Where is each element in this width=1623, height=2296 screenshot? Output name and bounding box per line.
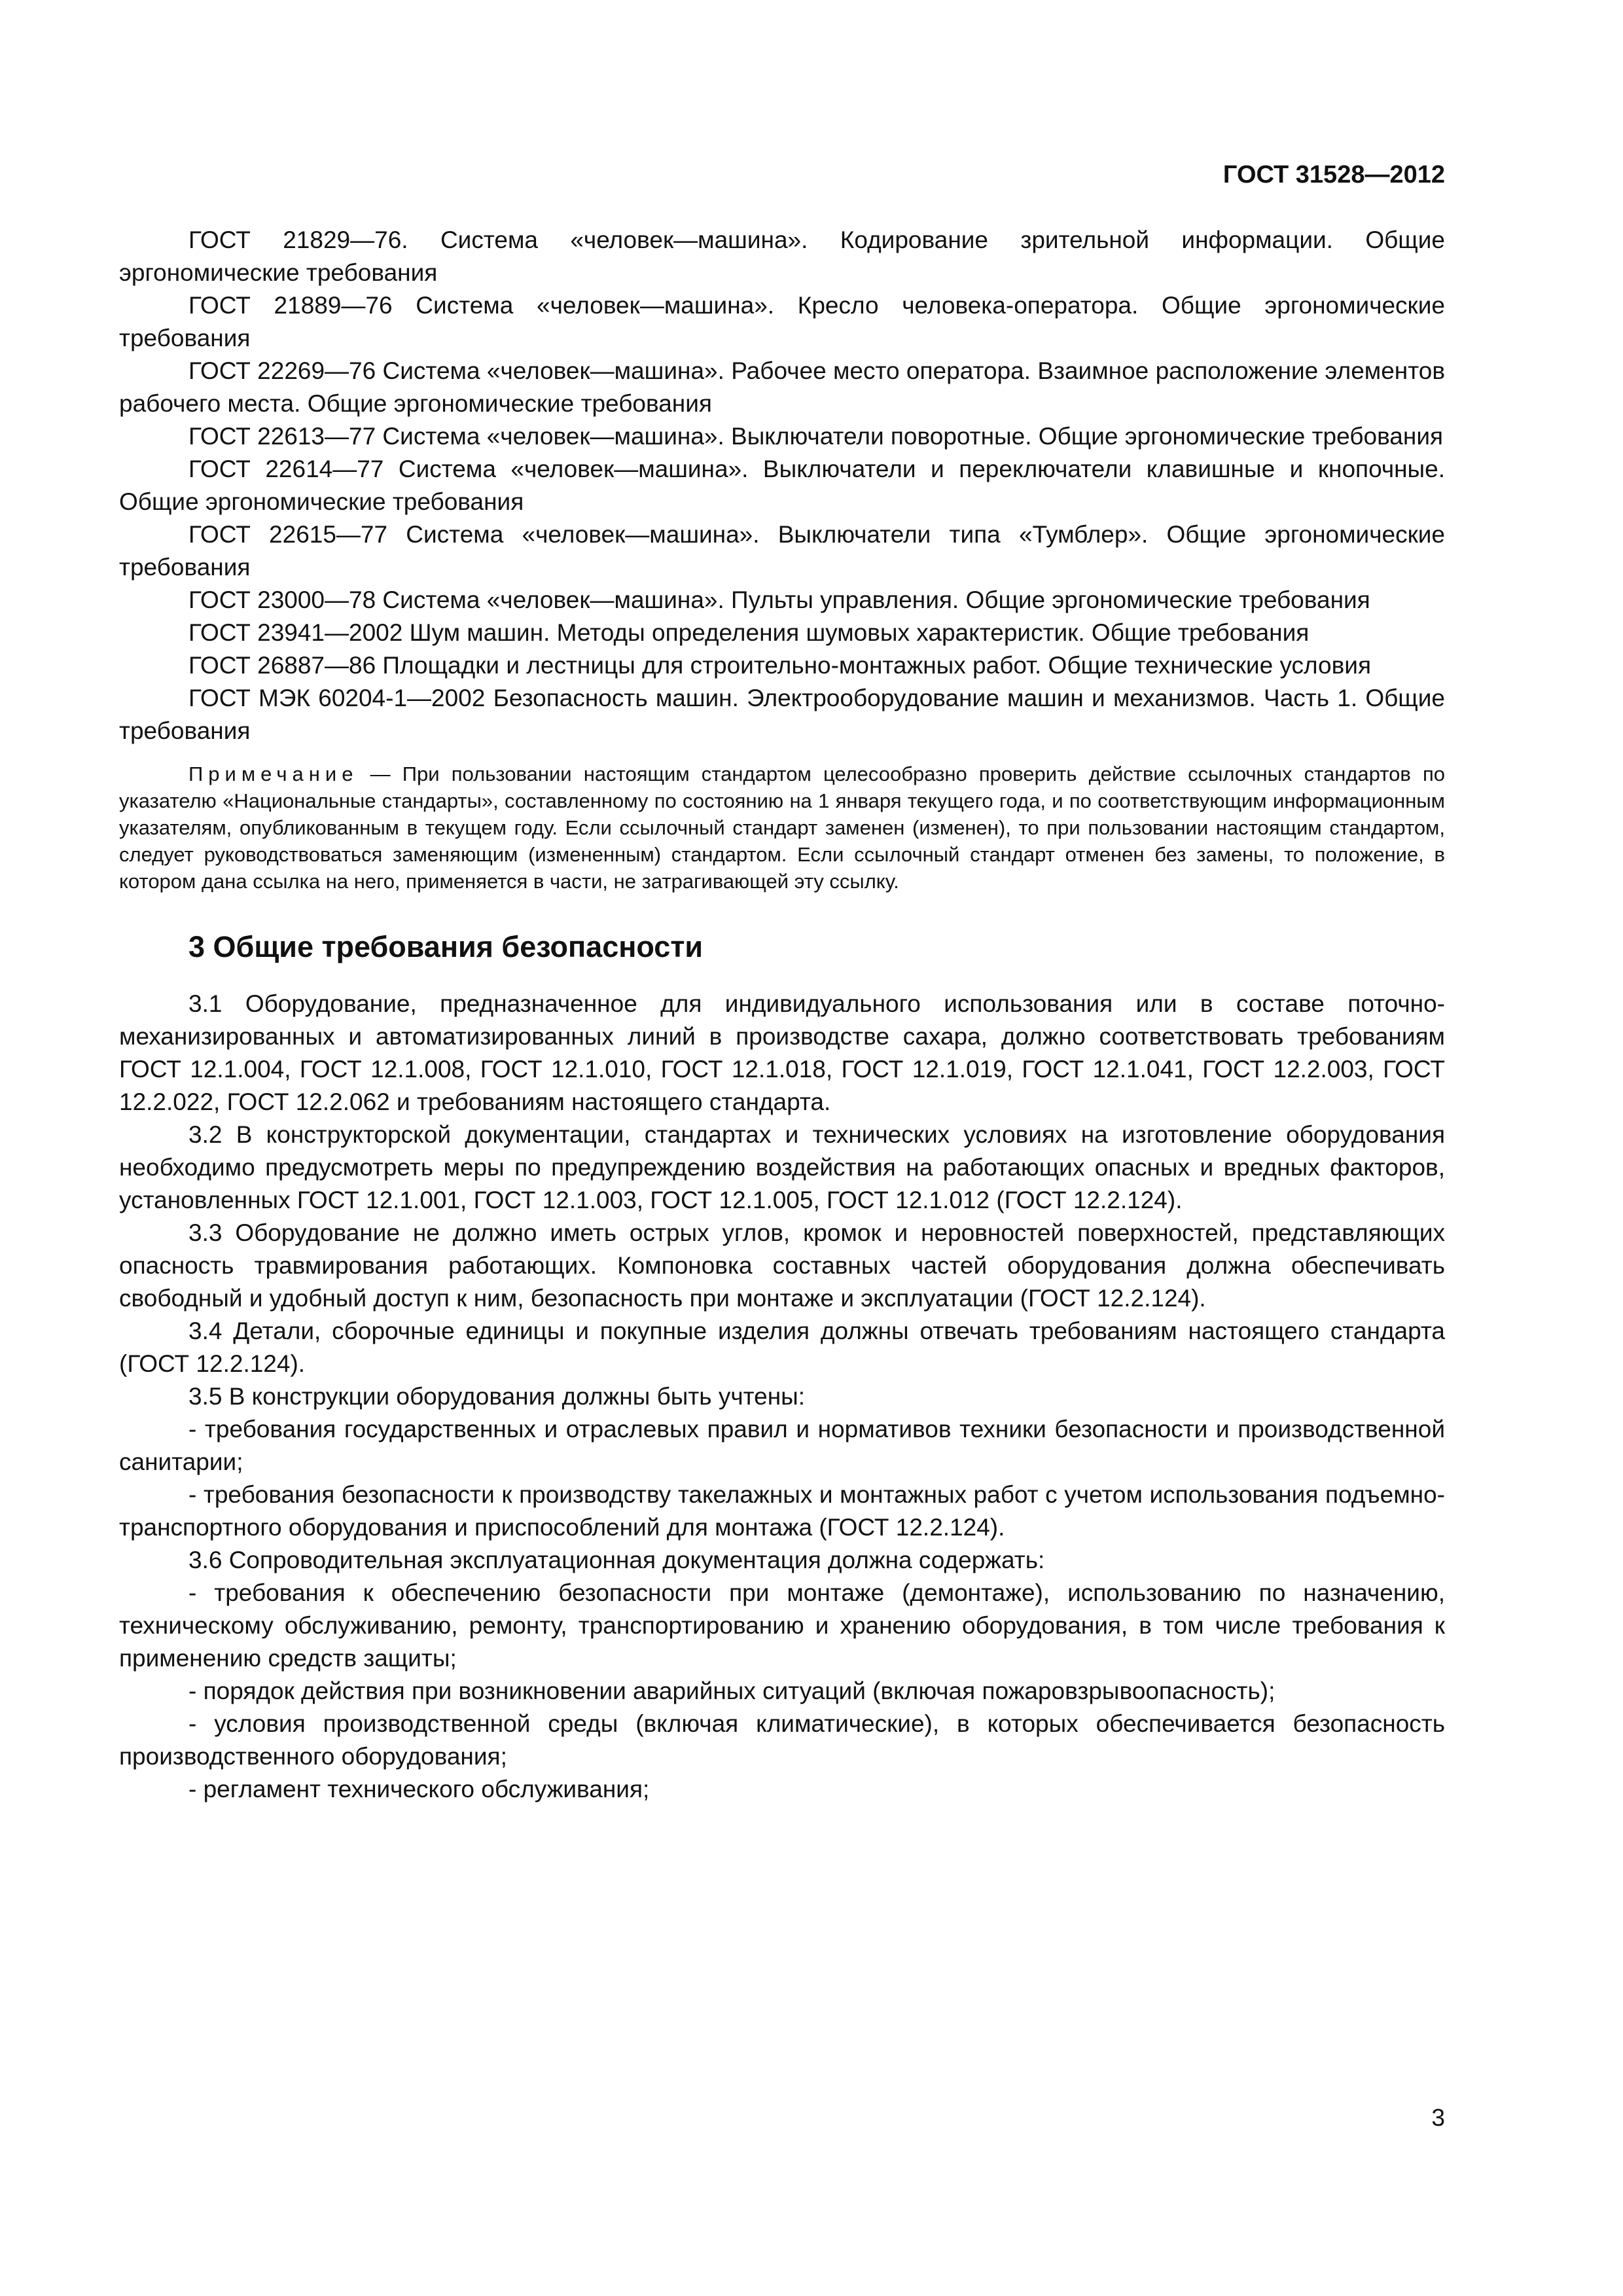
reference-item: ГОСТ 23941—2002 Шум машин. Методы определения шумовых характеристик. Общие требования [188,619,1310,646]
reference-item: ГОСТ 26887—86 Площадки и лестницы для строительно-монтажных работ. Общие технические условия [188,652,1371,679]
clause-paragraph: 3.6 Сопроводительная эксплуатационная документация должна содержать: [188,1547,1045,1573]
reference-item: ГОСТ 22269—76 Система «человек—машина». Рабочее место оператора. Взаимное расположение элементов рабочего места. Общие эргономические требования [119,357,1445,417]
list-item: - требования к обеспечению безопасности при монтаже (демонтаже), использованию по назначению, техническому обслуживанию, ремонту, транспортированию и хранению оборудования, в том числе требования к применению средств защиты; [119,1579,1445,1672]
clause-paragraph: 3.1 Оборудование, предназначенное для индивидуального использования или в составе поточно-механизированных и автоматизированных линий в производстве сахара, должно соответствовать требованиям ГОСТ 12.1.004, ГОСТ 12.1.008, ГОСТ 12.1.010, ГОСТ 12.1.018, ГОСТ 12.1.019, ГОСТ 12.1.041, ГОСТ 12.2.003, ГОСТ 12.2.022, ГОСТ 12.2.062 и требованиям настоящего стандарта. [119,990,1445,1115]
list-item: - регламент технического обслуживания; [188,1776,650,1803]
list-item: - порядок действия при возникновении аварийных ситуаций (включая пожаровзрывоопасность); [188,1677,1275,1704]
section-body [119,988,1445,1806]
reference-item: ГОСТ 22613—77 Система «человек—машина». Выключатели поворотные. Общие эргономические требования [188,423,1444,450]
list-item: - требования безопасности к производству такелажных и монтажных работ с учетом использования подъемно-транспортного оборудования и приспособлений для монтажа (ГОСТ 12.2.124). [119,1481,1445,1541]
clause-paragraph: 3.3 Оборудование не должно иметь острых углов, кромок и неровностей поверхностей, представляющих опасность травмирования работающих. Компоновка составных частей оборудования должна обеспечивать свободный и удобный доступ к ним, безопасность при монтаже и эксплуатации (ГОСТ 12.2.124). [119,1219,1445,1312]
clause-paragraph: 3.2 В конструкторской документации, стандартах и технических условиях на изготовление оборудования необходимо предусмотреть меры по предупреждению воздействия на работающих опасных и вредных факторов, установленных ГОСТ 12.1.001, ГОСТ 12.1.003, ГОСТ 12.1.005, ГОСТ 12.1.012 (ГОСТ 12.2.124). [119,1121,1445,1213]
reference-item: ГОСТ 22615—77 Система «человек—машина». Выключатели типа «Тумблер». Общие эргономические требования [119,521,1445,581]
list-item: - условия производственной среды (включая климатические), в которых обеспечивается безопасность производственного оборудования; [119,1710,1445,1770]
clause-paragraph: 3.5 В конструкции оборудования должны быть учтены: [188,1383,806,1410]
reference-item: ГОСТ МЭК 60204-1—2002 Безопасность машин. Электрооборудование машин и механизмов. Часть 1. Общие требования [119,685,1445,744]
page-content [119,224,1445,1806]
reference-item: ГОСТ 22614—77 Система «человек—машина». Выключатели и переключатели клавишные и кнопочные. Общие эргономические требования [119,456,1445,515]
references-list [119,224,1445,747]
reference-item: ГОСТ 21829—76. Система «человек—машина». Кодирование зрительной информации. Общие эргономические требования [119,226,1445,286]
reference-item: ГОСТ 23000—78 Система «человек—машина». Пульты управления. Общие эргономические требования [188,586,1370,613]
note-text: — При пользовании настоящим стандартом целесообразно проверить действие ссылочных стандартов по указателю «Национальные стандарты», составленному по состоянию на 1 января текущего года, и по соответствующим информационным указателям, опубликованным в текущем году. Если ссылочный стандарт заменен (изменен), то при пользовании настоящим стандартом, следует руководствоваться заменяющим (измененным) стандартом. Если ссылочный стандарт отменен без замены, то положение, в котором дана ссылка на него, применяется в части, не затрагивающей эту ссылку. [119,762,1445,893]
note-label: Примечание [188,762,359,785]
page-number: 3 [1431,2104,1445,2131]
document-number-header: ГОСТ 31528—2012 [1222,161,1445,188]
section-heading: 3 Общие требования безопасности [188,930,704,963]
list-item: - требования государственных и отраслевых правил и нормативов техники безопасности и производственной санитарии; [119,1416,1445,1475]
note-paragraph [119,761,1445,895]
clause-paragraph: 3.4 Детали, сборочные единицы и покупные изделия должны отвечать требованиям настоящего стандарта (ГОСТ 12.2.124). [119,1318,1445,1377]
reference-item: ГОСТ 21889—76 Система «человек—машина». Кресло человека-оператора. Общие эргономические требования [119,292,1445,351]
